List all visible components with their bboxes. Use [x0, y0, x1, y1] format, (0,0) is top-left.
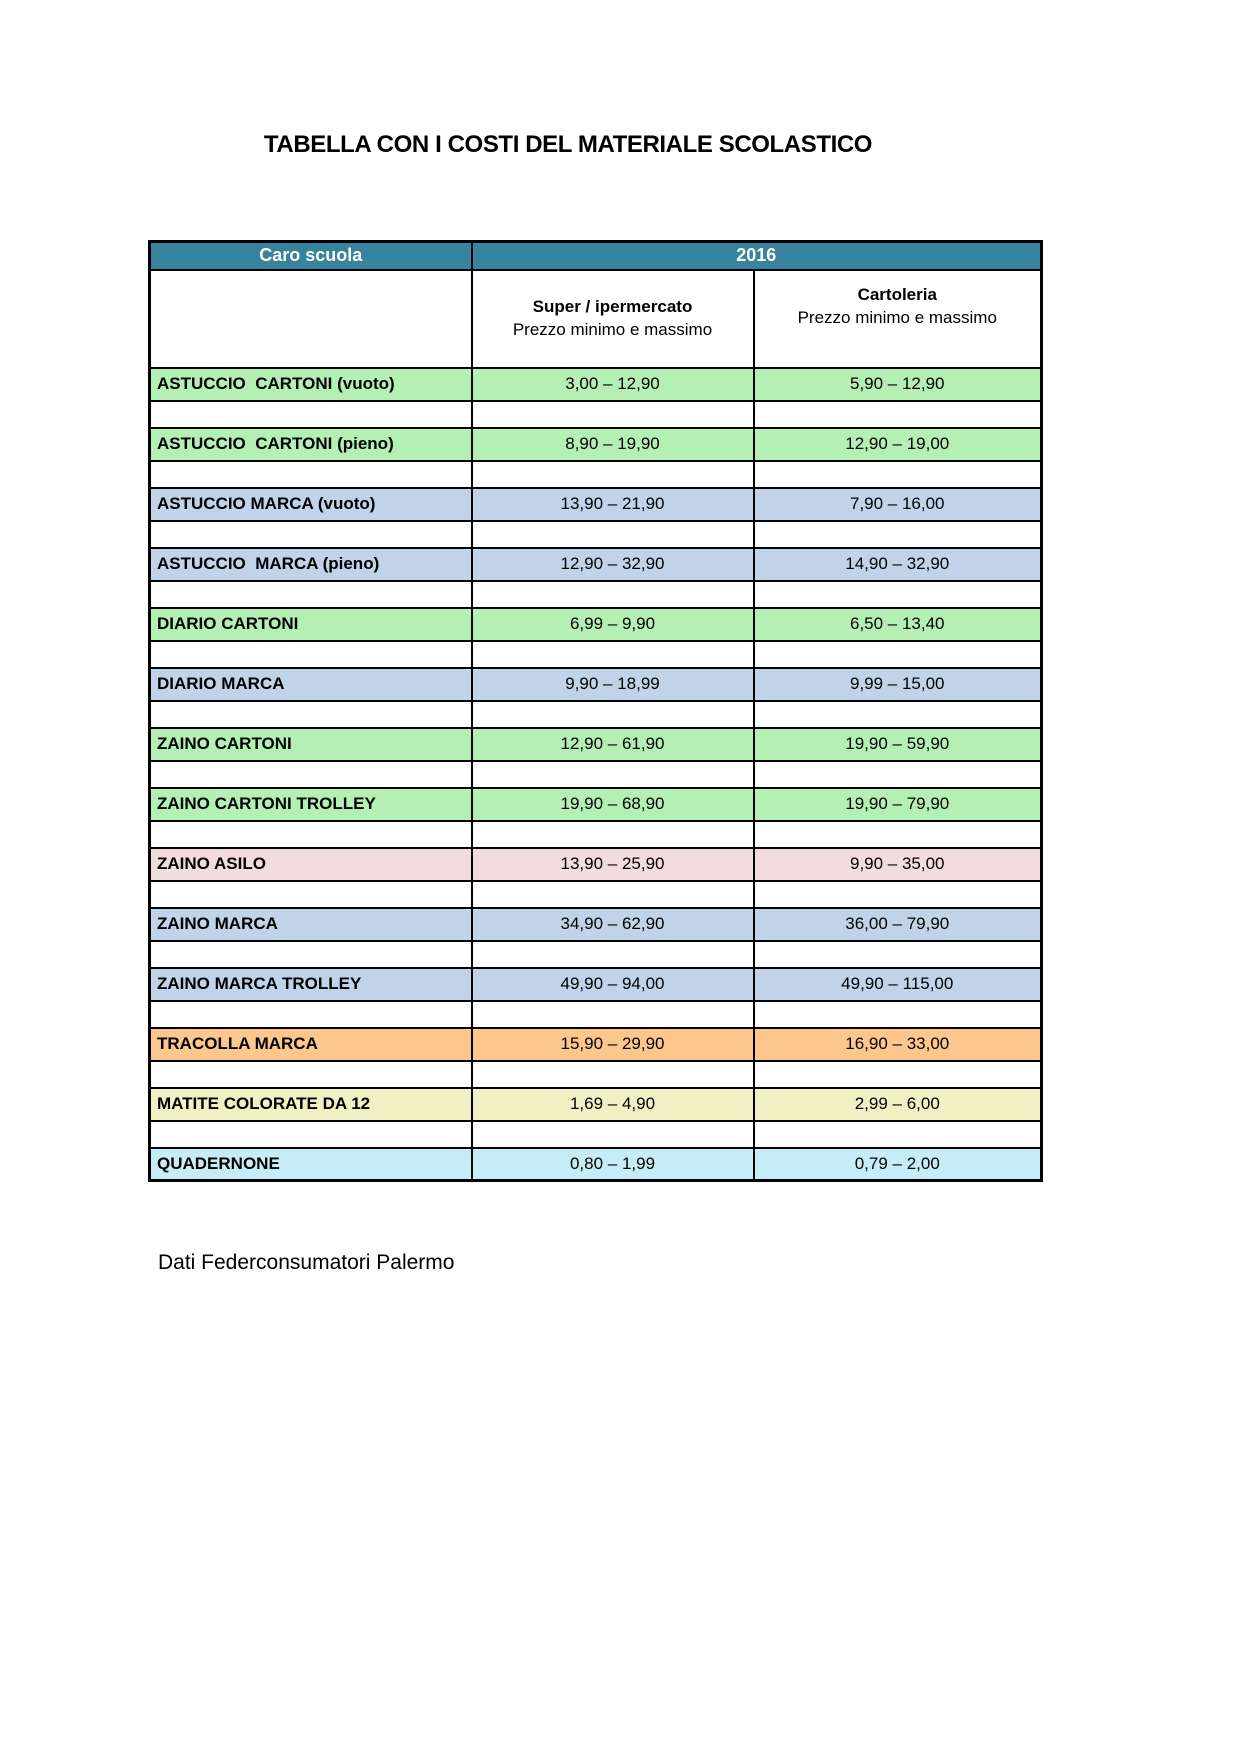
row-cartoleria-value: 2,99 – 6,00	[754, 1088, 1042, 1121]
row-cartoleria-value: 19,90 – 59,90	[754, 728, 1042, 761]
row-cartoleria-value: 14,90 – 32,90	[754, 548, 1042, 581]
row-super-value: 19,90 – 68,90	[472, 788, 754, 821]
row-label: ASTUCCIO CARTONI (pieno)	[150, 428, 472, 461]
spacer-row	[150, 641, 1042, 668]
row-super-value: 34,90 – 62,90	[472, 908, 754, 941]
row-label: TRACOLLA MARCA	[150, 1028, 472, 1061]
table-row	[150, 1028, 1042, 1061]
row-label: QUADERNONE	[150, 1148, 472, 1181]
subheader-cartoleria-subtitle: Prezzo minimo e massimo	[797, 307, 997, 327]
row-label: ASTUCCIO CARTONI (vuoto)	[150, 368, 472, 401]
row-cartoleria-value: 5,90 – 12,90	[754, 368, 1042, 401]
table-row	[150, 788, 1042, 821]
row-label: ASTUCCIO MARCA (vuoto)	[150, 488, 472, 521]
subheader-empty-cell	[150, 270, 472, 368]
spacer-row	[150, 821, 1042, 848]
row-label: MATITE COLORATE DA 12	[150, 1088, 472, 1121]
table-header-row	[150, 242, 1042, 270]
row-cartoleria-value: 9,90 – 35,00	[754, 848, 1042, 881]
row-super-value: 8,90 – 19,90	[472, 428, 754, 461]
row-cartoleria-value: 19,90 – 79,90	[754, 788, 1042, 821]
table-subheader-row	[150, 270, 1042, 368]
row-cartoleria-value: 36,00 – 79,90	[754, 908, 1042, 941]
subheader-super-subtitle: Prezzo minimo e massimo	[512, 319, 713, 339]
row-cartoleria-value: 16,90 – 33,00	[754, 1028, 1042, 1061]
table-row	[150, 668, 1042, 701]
row-label: DIARIO CARTONI	[150, 608, 472, 641]
table-row	[150, 1148, 1042, 1181]
header-caro-scuola: Caro scuola	[150, 242, 472, 270]
table-row	[150, 968, 1042, 1001]
table-row	[150, 428, 1042, 461]
table-row	[150, 728, 1042, 761]
row-label: ZAINO CARTONI TROLLEY	[150, 788, 472, 821]
page-title: TABELLA CON I COSTI DEL MATERIALE SCOLASTICO	[263, 131, 873, 158]
spacer-row	[150, 1001, 1042, 1028]
subheader-super-block	[473, 296, 753, 342]
spacer-row	[150, 401, 1042, 428]
table-row	[150, 548, 1042, 581]
row-super-value: 0,80 – 1,99	[472, 1148, 754, 1181]
table-row	[150, 1088, 1042, 1121]
row-label: ZAINO ASILO	[150, 848, 472, 881]
row-cartoleria-value: 6,50 – 13,40	[754, 608, 1042, 641]
row-super-value: 12,90 – 61,90	[472, 728, 754, 761]
spacer-row	[150, 881, 1042, 908]
spacer-row	[150, 581, 1042, 608]
spacer-row	[150, 761, 1042, 788]
row-super-value: 13,90 – 25,90	[472, 848, 754, 881]
row-super-value: 3,00 – 12,90	[472, 368, 754, 401]
row-label: ZAINO CARTONI	[150, 728, 472, 761]
subheader-cartoleria-block	[755, 284, 1041, 330]
row-label: ZAINO MARCA	[150, 908, 472, 941]
row-label: DIARIO MARCA	[150, 668, 472, 701]
row-cartoleria-value: 49,90 – 115,00	[754, 968, 1042, 1001]
spacer-row	[150, 701, 1042, 728]
row-cartoleria-value: 12,90 – 19,00	[754, 428, 1042, 461]
subheader-super-title: Super / ipermercato	[532, 296, 693, 316]
spacer-row	[150, 941, 1042, 968]
row-label: ZAINO MARCA TROLLEY	[150, 968, 472, 1001]
spacer-row	[150, 461, 1042, 488]
spacer-row	[150, 1121, 1042, 1148]
spacer-row	[150, 1061, 1042, 1088]
subheader-cartoleria	[754, 270, 1042, 368]
table-row	[150, 908, 1042, 941]
footer-source: Dati Federconsumatori Palermo	[158, 1251, 455, 1274]
row-cartoleria-value: 0,79 – 2,00	[754, 1148, 1042, 1181]
row-super-value: 6,99 – 9,90	[472, 608, 754, 641]
row-label: ASTUCCIO MARCA (pieno)	[150, 548, 472, 581]
table-row	[150, 848, 1042, 881]
table-row	[150, 608, 1042, 641]
row-cartoleria-value: 7,90 – 16,00	[754, 488, 1042, 521]
row-super-value: 1,69 – 4,90	[472, 1088, 754, 1121]
row-super-value: 49,90 – 94,00	[472, 968, 754, 1001]
spacer-row	[150, 521, 1042, 548]
header-year: 2016	[472, 242, 1042, 270]
row-super-value: 15,90 – 29,90	[472, 1028, 754, 1061]
table-row	[150, 488, 1042, 521]
row-super-value: 13,90 – 21,90	[472, 488, 754, 521]
row-super-value: 12,90 – 32,90	[472, 548, 754, 581]
row-cartoleria-value: 9,99 – 15,00	[754, 668, 1042, 701]
subheader-super	[472, 270, 754, 368]
subheader-cartoleria-title: Cartoleria	[857, 284, 937, 304]
table-row	[150, 368, 1042, 401]
row-super-value: 9,90 – 18,99	[472, 668, 754, 701]
cost-table	[148, 240, 1043, 1182]
